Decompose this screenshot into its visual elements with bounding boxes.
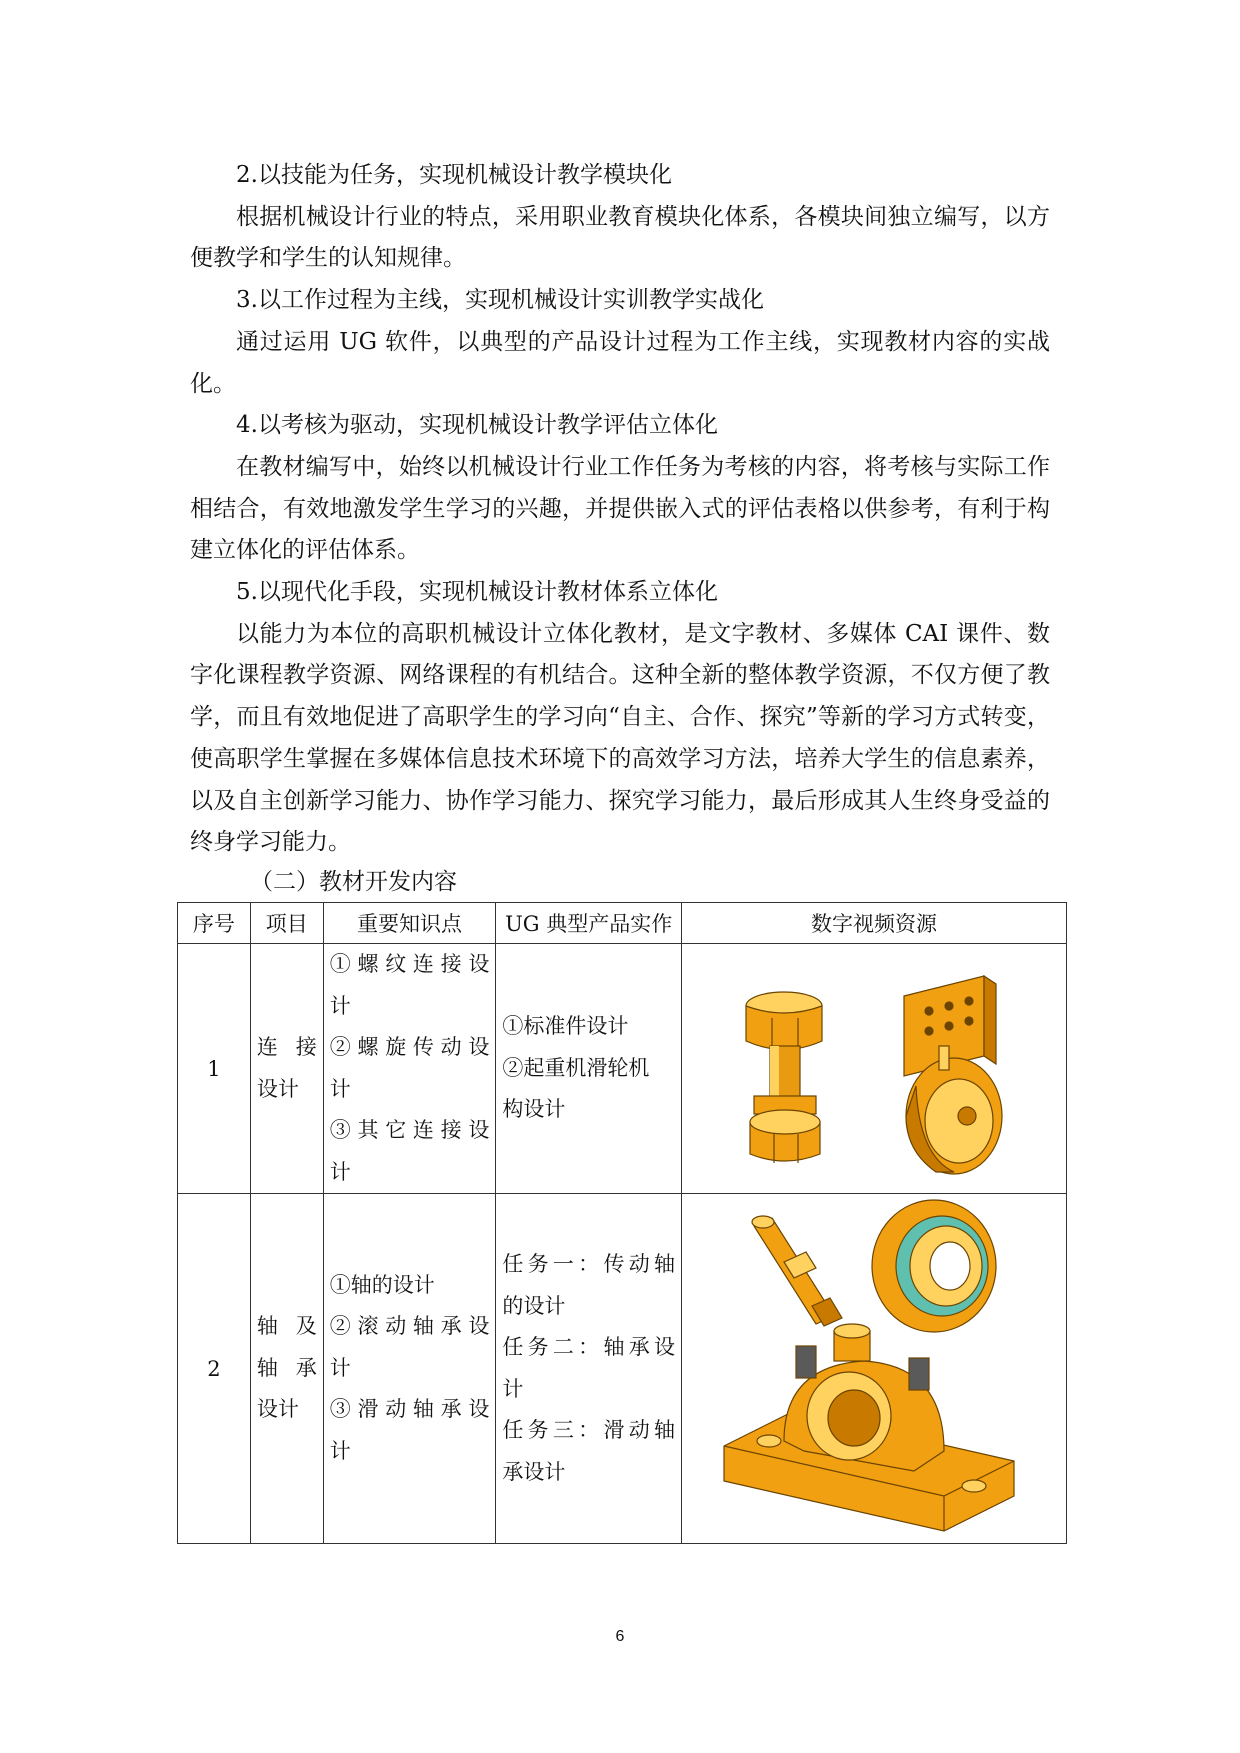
body-text bbox=[190, 155, 1050, 900]
cell-video-resource bbox=[681, 944, 1066, 1194]
col-header-knowledge: 重要知识点 bbox=[323, 903, 496, 944]
pulley-assembly-image bbox=[904, 976, 1002, 1174]
cell-practice: ①标准件设计 ②起重机滑轮机 构设计 bbox=[496, 944, 682, 1194]
cell-video-resource bbox=[681, 1194, 1066, 1544]
cell-seq: 1 bbox=[178, 944, 251, 1194]
paragraph: 以能力为本位的高职机械设计立体化教材，是文字教材、多媒体 CAI 课件、数字化课程教学资源、网络课程的有机结合。这种全新的整体教学资源，不仅方便了教学，而且有效地促进了高职学生的学习向“自主、合作、探究”等新的学习方式转变，使高职学生掌握在多媒体信息技术环境下的高效学习方法，培养大学生的信息素养，以及自主创新学习能力、协作学习能力、探究学习能力，最后形成其人生终身受益的终身学习能力。 bbox=[190, 620, 1050, 856]
cell-project: 轴 及 轴 承 设计 bbox=[250, 1194, 323, 1544]
table-header-row bbox=[178, 903, 1067, 944]
col-header-seq: 序号 bbox=[178, 903, 251, 944]
shaft-and-bearing-render bbox=[684, 1196, 1064, 1536]
cell-practice: 任务一：传动轴 的设计 任务二：轴承设 计 任务三：滑动轴 承设计 bbox=[496, 1194, 682, 1544]
col-header-video: 数字视频资源 bbox=[681, 903, 1066, 944]
bolt-and-pulley-render bbox=[684, 946, 1064, 1186]
paragraph: 通过运用 UG 软件，以典型的产品设计过程为工作主线，实现教材内容的实战化。 bbox=[190, 328, 1050, 397]
section-heading: 4.以考核为驱动，实现机械设计教学评估立体化 bbox=[236, 412, 718, 439]
page-number: 6 bbox=[615, 1628, 625, 1645]
cell-project: 连 接 设计 bbox=[250, 944, 323, 1194]
plummer-block-image bbox=[724, 1324, 1014, 1531]
subsection-heading: （二）教材开发内容 bbox=[250, 868, 457, 895]
col-header-project: 项目 bbox=[250, 903, 323, 944]
cell-seq: 2 bbox=[178, 1194, 251, 1544]
section-heading: 5.以现代化手段，实现机械设计教材体系立体化 bbox=[236, 579, 718, 606]
ball-bearing-image bbox=[872, 1200, 996, 1332]
col-header-practice: UG 典型产品实作 bbox=[496, 903, 682, 944]
paragraph: 在教材编写中，始终以机械设计行业工作任务为考核的内容，将考核与实际工作相结合，有效地激发学生学习的兴趣，并提供嵌入式的评估表格以供参考，有利于构建立体化的评估体系。 bbox=[190, 453, 1051, 564]
table-row bbox=[178, 1194, 1067, 1544]
hex-bolt-image bbox=[746, 992, 822, 1163]
cell-knowledge: ①轴的设计 ②滚动轴承设 计 ③滑动轴承设 计 bbox=[323, 1194, 496, 1544]
shaft-image bbox=[752, 1216, 842, 1326]
table-row bbox=[178, 944, 1067, 1194]
paragraph: 根据机械设计行业的特点，采用职业教育模块化体系，各模块间独立编写，以方便教学和学生的认知规律。 bbox=[190, 203, 1051, 272]
section-heading: 3.以工作过程为主线，实现机械设计实训教学实战化 bbox=[236, 287, 764, 314]
section-heading: 2.以技能为任务，实现机械设计教学模块化 bbox=[236, 162, 672, 188]
content-table bbox=[177, 902, 1067, 1544]
cell-knowledge: ①螺纹连接设 计 ②螺旋传动设 计 ③其它连接设 计 bbox=[323, 944, 496, 1194]
